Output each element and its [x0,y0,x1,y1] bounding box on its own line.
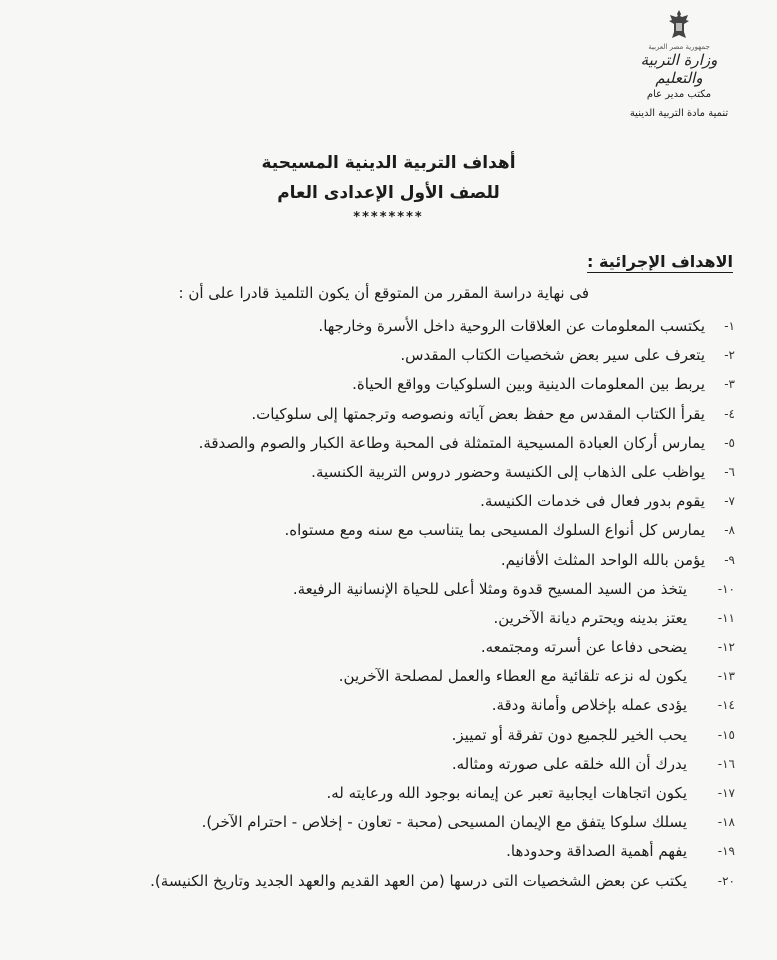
item-number: ١١- [717,610,735,625]
item-text: يكتب عن بعض الشخصيات التى درسها (من العهد القديم والعهد الجديد وتاريخ الكنيسة). [150,871,687,890]
item-number: ٣- [724,377,735,392]
item-text: يحب الخير للجميع دون تفرقة أو تمييز. [451,725,687,744]
list-item [35,546,735,575]
section-heading: الاهداف الإجرائية : [587,252,733,271]
list-item [35,867,735,896]
list-item [35,837,735,866]
title-separator: ******** [353,210,424,225]
item-number: ١٢- [717,640,735,655]
item-number: ١٤- [717,698,735,713]
item-text: يواظب على الذهاب إلى الكنيسة وحضور دروس التربية الكنسية. [311,462,705,481]
letterhead [619,8,739,119]
intro-text: فى نهاية دراسة المقرر من المتوقع أن يكون التلميذ قادرا على أن : [178,284,589,302]
list-item [35,400,735,429]
department-name: تنمية مادة التربية الدينية [629,108,729,119]
item-number: ١٠- [717,581,735,596]
item-number: ٤- [724,406,735,421]
list-item [35,750,735,779]
list-item [35,487,735,516]
list-item [35,721,735,750]
list-item [35,604,735,633]
item-text: يكتسب المعلومات عن العلاقات الروحية داخل الأسرة وخارجها. [318,317,705,335]
item-text: يتعرف على سير بعض شخصيات الكتاب المقدس. [400,346,705,365]
item-number: ٢- [724,348,735,363]
list-item [35,633,735,662]
item-text: يعتز بدينه ويحترم ديانة الآخرين. [493,608,687,627]
item-text: يكون اتجاهات ايجابية تعبر عن إيمانه بوجود الله ورعايته له. [326,784,687,802]
item-number: ١٨- [717,815,735,830]
item-text: يتخذ من السيد المسيح قدوة ومثلا أعلى للحياة الإنسانية الرفيعة. [292,579,687,598]
list-item [35,458,735,487]
item-text: يؤدى عمله بإخلاص وأمانة ودقة. [491,696,687,715]
item-text: يكون له نزعه تلقائية مع العطاء والعمل لمصلحة الآخرين. [338,667,687,686]
item-text: يقوم بدور فعال فى خدمات الكنيسة. [480,492,705,511]
item-text: يمارس كل أنواع السلوك المسيحى بما يتناسب مع سنه ومع مستواه. [284,521,705,540]
list-item [35,370,735,399]
item-number: ٩- [724,552,735,567]
office-name: مكتب مدير عام [646,89,712,100]
list-item [35,808,735,837]
item-text: يؤمن بالله الواحد المثلث الأقانيم. [500,550,705,569]
item-number: ١٣- [717,669,735,684]
item-text: يربط بين المعلومات الدينية وبين السلوكيات وواقع الحياة. [352,375,705,394]
item-number: ١- [724,319,735,333]
item-number: ٨- [724,523,735,538]
item-text: يمارس أركان العبادة المسيحية المتمثلة فى المحبة وطاعة الكبار والصوم والصدقة. [198,433,705,452]
item-text: يدرك أن الله خلقه على صورته ومثاله. [451,754,687,773]
item-number: ٦- [724,464,735,479]
letterhead-top-line: جمهورية مصر العربية [648,43,710,51]
objectives-list [35,312,735,896]
list-item [35,691,735,720]
list-item [35,429,735,458]
eagle-emblem-icon [666,8,692,42]
title-block [0,148,777,228]
item-text: يسلك سلوكا يتفق مع الإيمان المسيحى (محبة - تعاون - إخلاص - احترام الآخر). [201,813,687,832]
list-item [35,516,735,545]
item-number: ٥- [724,435,735,450]
list-item [35,575,735,604]
document-title: أهداف التربية الدينية المسيحية [261,153,516,173]
item-text: يفهم أهمية الصداقة وحدودها. [506,842,687,861]
item-text: يضحى دفاعا عن أسرته ومجتمعه. [480,638,687,657]
list-item [35,341,735,370]
ministry-name: وزارة التربية والتعليم [640,51,718,87]
document-subtitle: للصف الأول الإعدادى العام [277,183,500,203]
item-number: ١٥- [717,727,735,742]
item-number: ١٧- [717,786,735,800]
item-number: ١٦- [717,756,735,771]
list-item [35,779,735,808]
item-number: ٢٠- [717,873,735,888]
list-item [35,312,735,341]
item-text: يقرأ الكتاب المقدس مع حفظ بعض آياته ونصوصه وترجمتها إلى سلوكيات. [251,404,705,423]
item-number: ١٩- [717,844,735,859]
list-item [35,662,735,691]
item-number: ٧- [724,494,735,509]
